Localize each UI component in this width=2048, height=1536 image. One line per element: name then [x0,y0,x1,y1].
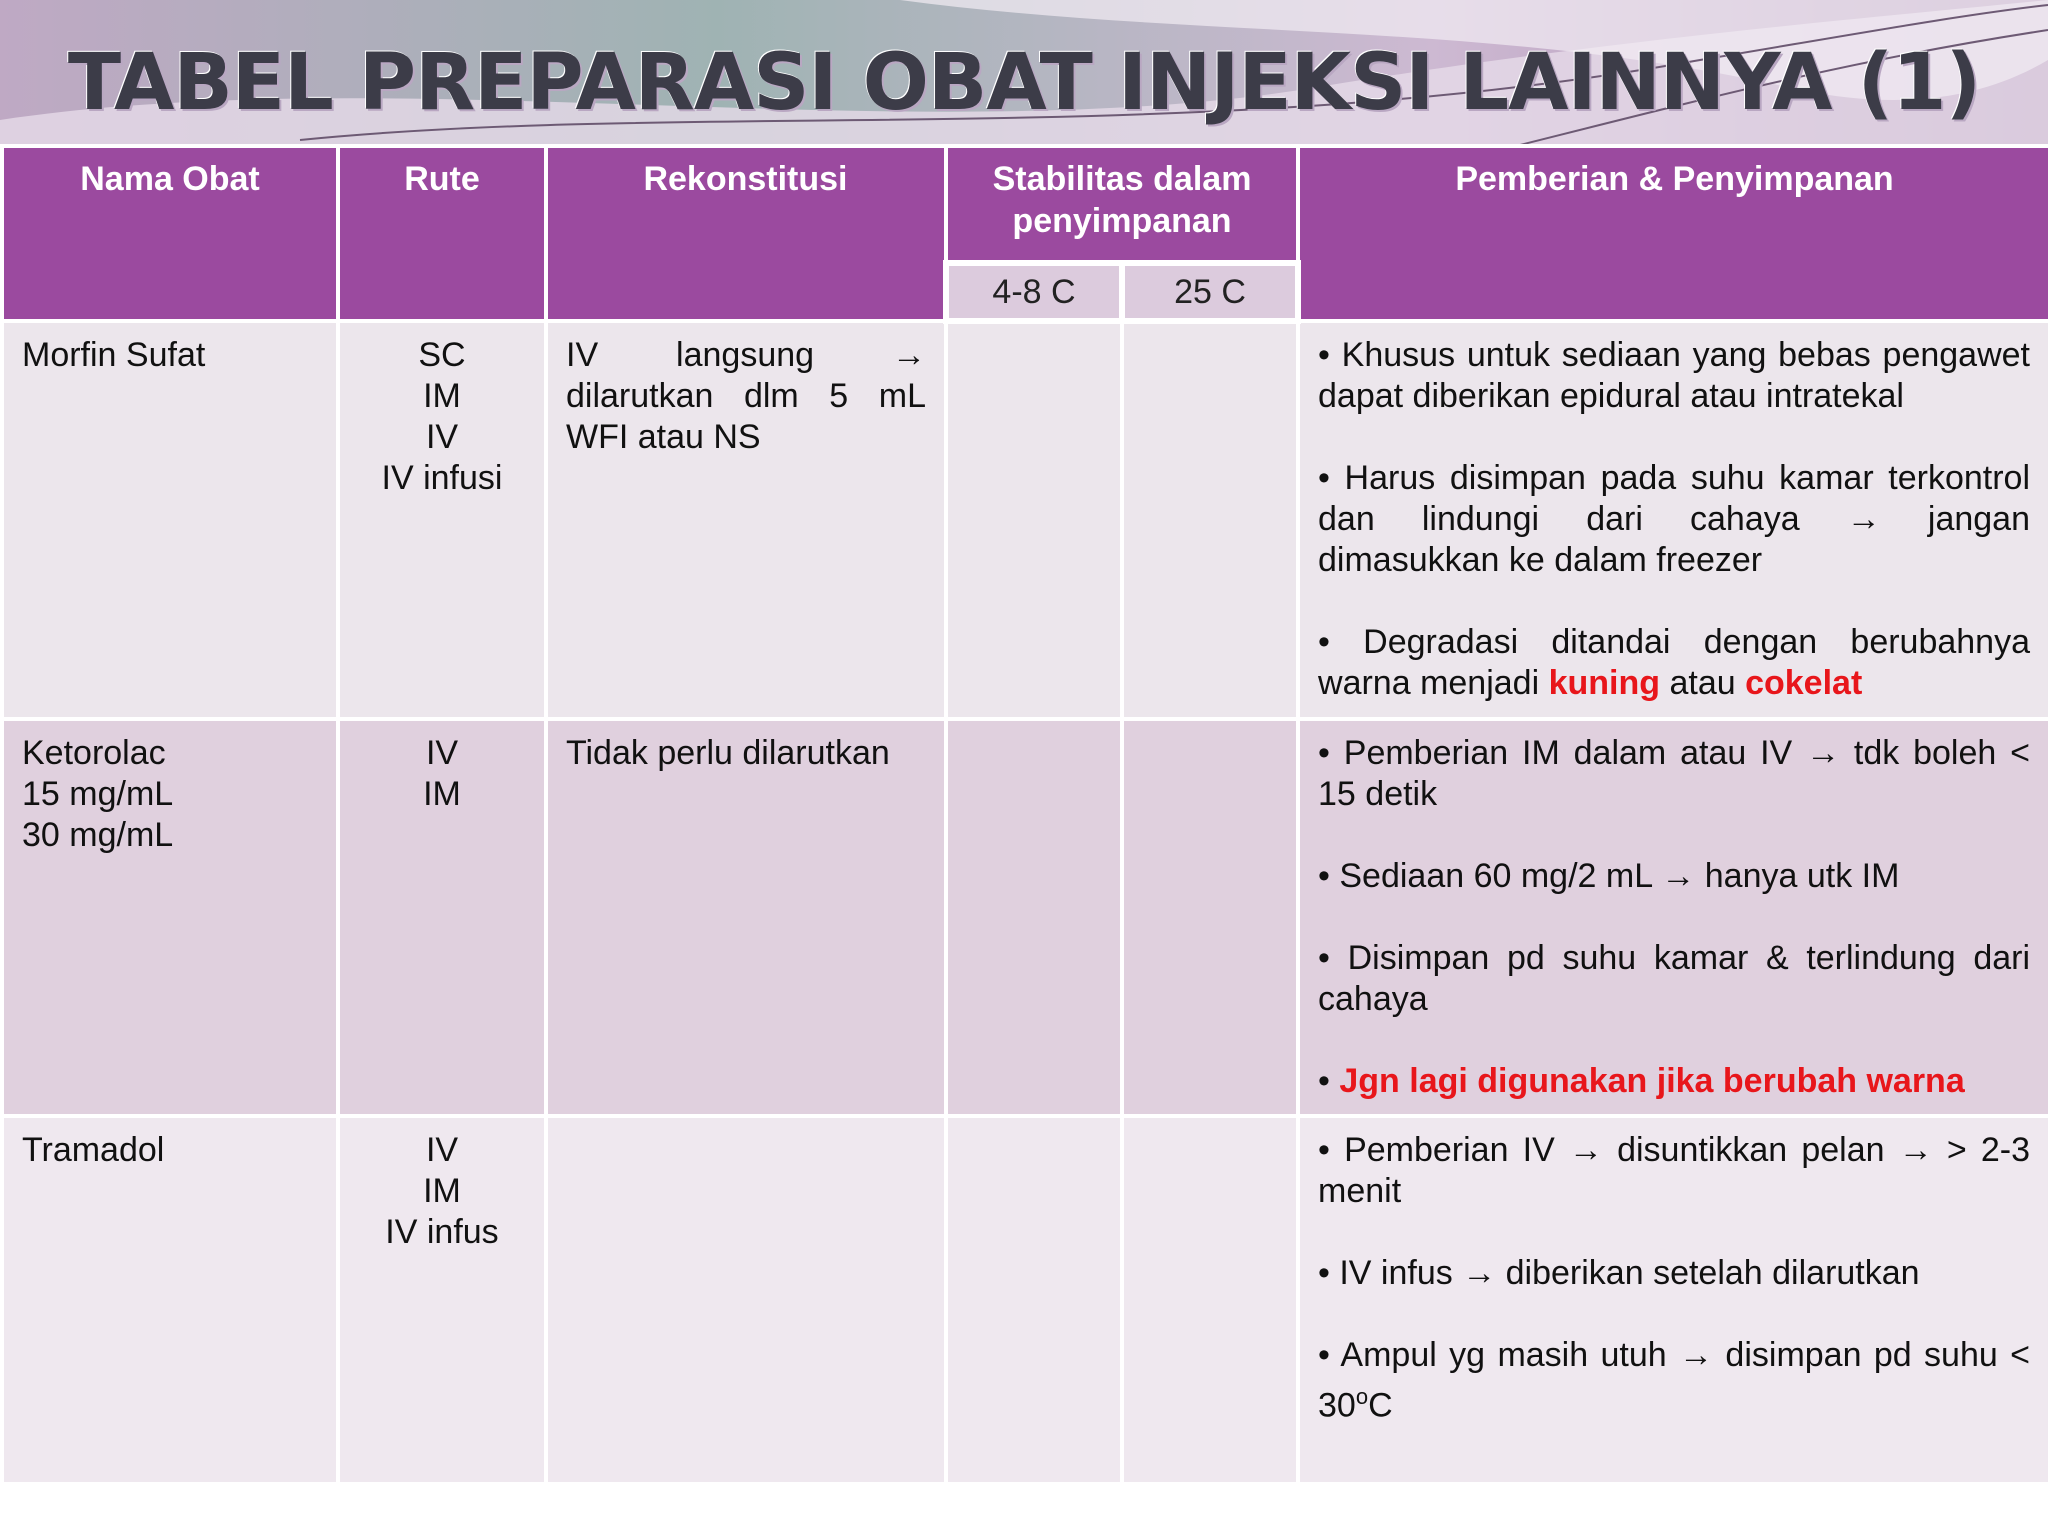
reconstitution-cell: Tidak perlu dilarutkan [546,719,946,1116]
drug-name: Tramadol [22,1131,165,1169]
administration-cell [1298,719,2048,1116]
stability-room-cell [1122,1116,1298,1484]
note-item [1318,1335,2030,1426]
drug-name-cell [2,321,338,719]
route-item: IV [425,1131,459,1169]
stability-cold-cell [946,719,1122,1116]
note-item: • Pemberian IM dalam atau IV → tdk boleh < 15 detik [1318,734,2031,813]
warning-text: Jgn lagi digunakan jika berubah warna [1339,1062,1965,1100]
route-item: IV [425,734,459,772]
route-item: IM [423,377,461,415]
note-item: • Sediaan 60 mg/2 mL → hanya utk IM [1318,857,1900,895]
drug-name: Morfin Sufat [22,336,206,374]
drug-name-cell [2,1116,338,1484]
note-item-warning [1318,1061,2030,1102]
note-text: atau [1660,664,1746,702]
stability-room-cell [1122,321,1298,719]
degree-mark: o [1355,1384,1369,1409]
table-row [2,321,2048,719]
route-item: IM [423,1172,461,1210]
stability-cold-cell [946,321,1122,719]
drug-name: Ketorolac [22,734,166,772]
route-item: IV infusi [381,459,503,497]
route-item: IV infus [385,1213,499,1251]
reconstitution-cell: IV langsung → dilarutkan dlm 5 mL WFI atau NS [546,321,946,719]
reconstitution-cell [546,1116,946,1484]
drug-strength: 30 mg/mL [22,816,174,854]
note-item: • Pemberian IV → disuntikkan pelan → > 2-3 menit [1318,1131,2031,1210]
page-title: TABEL PREPARASI OBAT INJEKSI LAINNYA (1) [67,38,1981,128]
highlight-cokelat: cokelat [1745,664,1863,702]
route-item: IV [425,418,459,456]
table-row [2,719,2048,1116]
note-item: • Harus disimpan pada suhu kamar terkontrol dan lindungi dari cahaya → jangan dimasukkan ke dalam freezer [1318,459,2031,579]
header-rute: Rute [338,146,546,321]
header-nama-obat: Nama Obat [2,146,338,321]
bullet-mark: • [1318,1062,1340,1100]
note-text: C [1368,1386,1393,1425]
administration-cell [1298,321,2048,719]
note-item: • Disimpan pd suhu kamar & terlindung dari cahaya [1318,939,2031,1018]
drug-name-cell [2,719,338,1116]
header-stability-cold: 4-8 C [946,263,1122,321]
note-item: • IV infus → diberikan setelah dilarutkan [1318,1254,1920,1292]
note-text: • Degradasi ditandai dengan berubahnya warna menjadi [1318,623,2031,702]
route-cell [338,321,546,719]
note-item: • Khusus untuk sediaan yang bebas pengawet dapat diberikan epidural atau intratekal [1318,336,2031,415]
header-stability-room: 25 C [1122,263,1298,321]
stability-cold-cell [946,1116,1122,1484]
note-item [1318,622,2030,704]
route-cell [338,719,546,1116]
table-row [2,1116,2048,1484]
header-rekonstitusi: Rekonstitusi [546,146,946,321]
route-item: SC [418,336,466,374]
route-cell [338,1116,546,1484]
stability-room-cell [1122,719,1298,1116]
administration-cell [1298,1116,2048,1484]
note-text: • Ampul yg masih utuh → disimpan pd suhu < 30 [1318,1336,2031,1425]
header-pemberian: Pemberian & Penyimpanan [1298,146,2048,321]
route-item: IM [423,775,461,813]
header-stabilitas: Stabilitas dalam penyimpanan [946,146,1298,263]
drug-strength: 15 mg/mL [22,775,174,813]
drug-preparation-table [0,144,2048,1486]
highlight-kuning: kuning [1548,664,1661,702]
